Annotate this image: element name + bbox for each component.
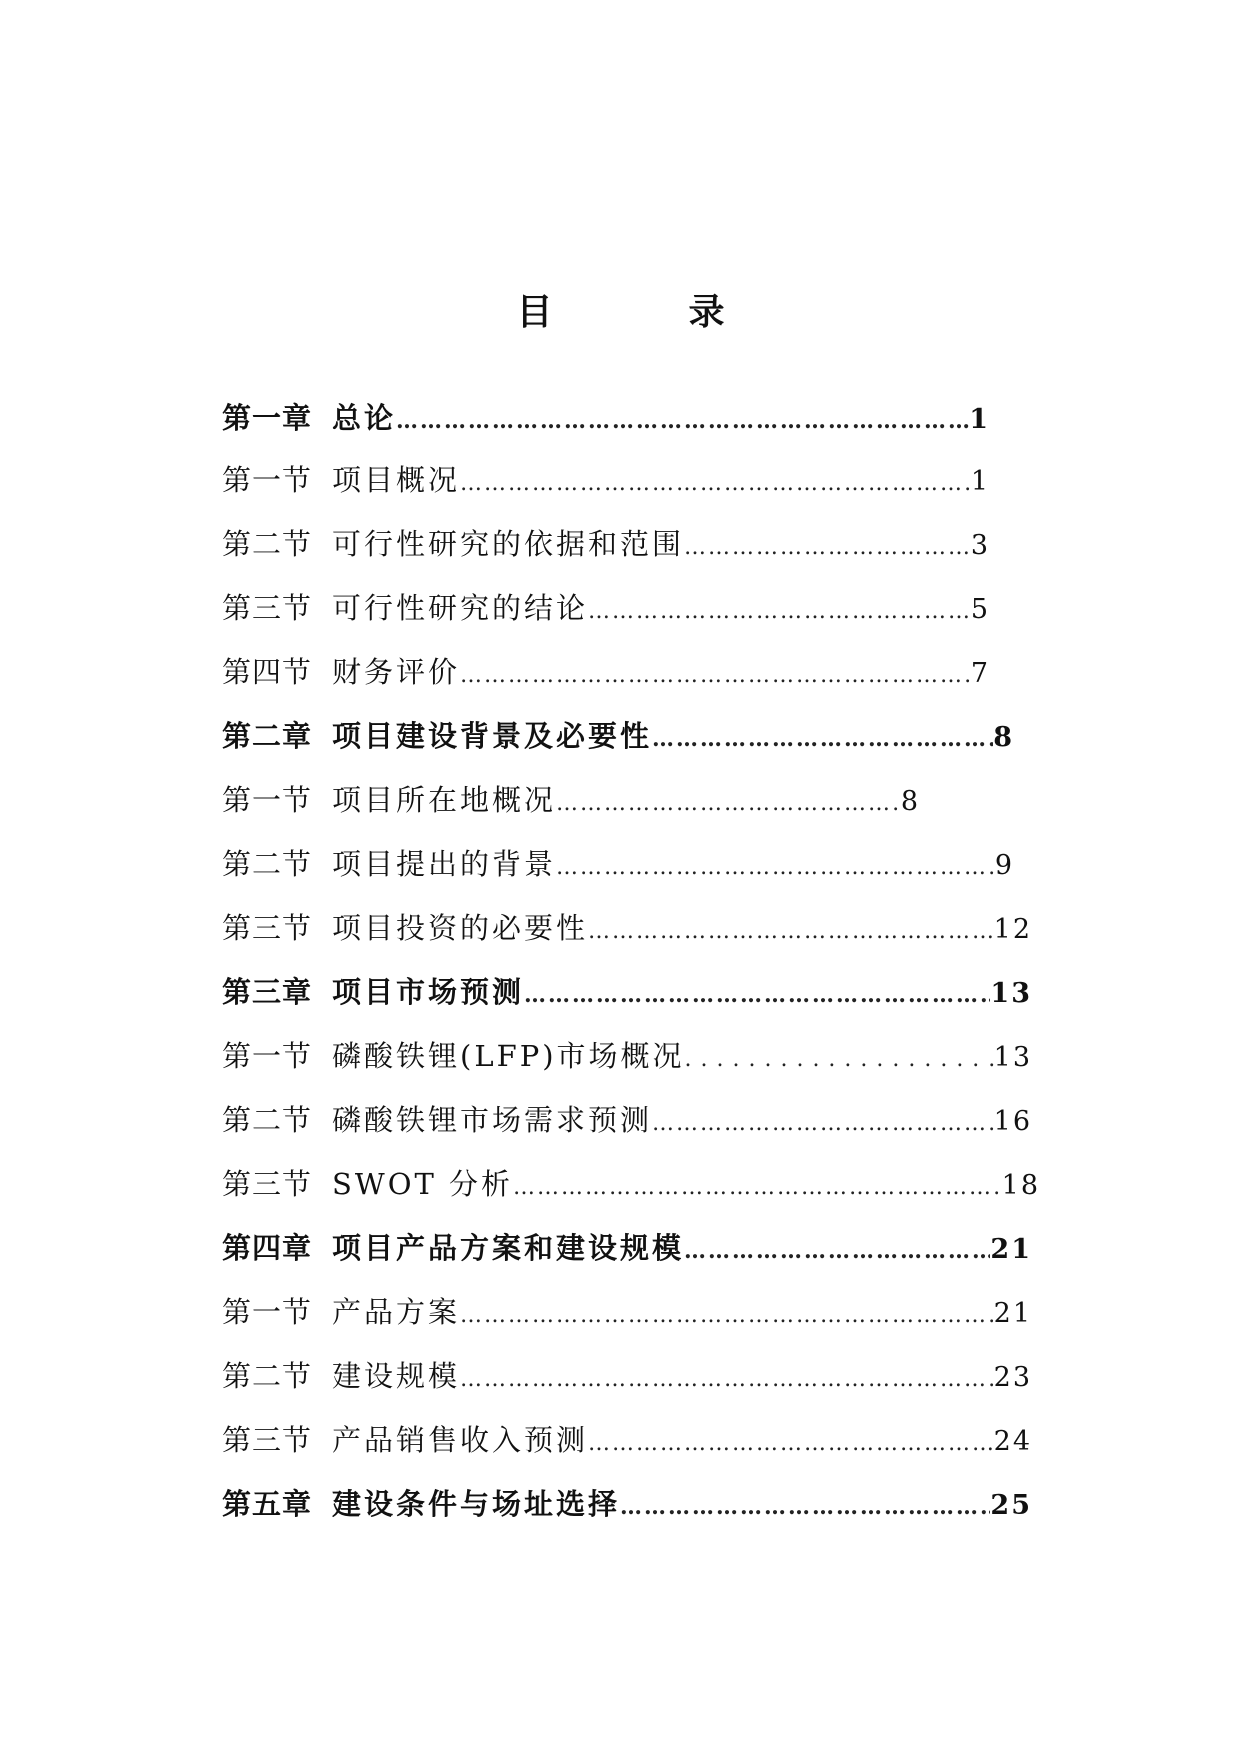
toc-leader-dots	[685, 1038, 994, 1078]
toc-entry[interactable]	[222, 650, 990, 694]
toc-entry-number: 第二节	[222, 1359, 313, 1393]
toc-entry-title: 项目提出的背景	[332, 847, 557, 881]
toc-entry[interactable]	[222, 970, 1032, 1014]
toc-entry-title: 项目所在地概况	[332, 783, 557, 817]
toc-entry-page: 16	[993, 1106, 1032, 1137]
toc-leader-dots	[460, 654, 971, 694]
toc-entry-title: 建设条件与场址选择	[332, 1487, 621, 1521]
toc-leader-dots	[588, 910, 994, 950]
toc-entry-page: 8	[900, 786, 920, 817]
toc-entry-page: 13	[990, 978, 1032, 1009]
toc-entry-number: 第二节	[222, 1103, 313, 1137]
toc-entry[interactable]	[222, 1482, 1032, 1526]
toc-entry-title: 可行性研究的依据和范围	[332, 527, 685, 561]
toc-entry-page: 12	[993, 914, 1032, 945]
toc-entry-page: 8	[993, 722, 1014, 753]
toc-entry-number: 第三章	[222, 975, 313, 1009]
toc-entry-title: 磷酸铁锂(LFP)市场概况	[332, 1039, 685, 1073]
toc-entry-title: SWOT 分析	[332, 1167, 514, 1201]
toc-leader-dots	[556, 782, 901, 822]
toc-entry-title: 产品销售收入预测	[332, 1423, 589, 1457]
toc-entry[interactable]	[222, 522, 990, 566]
toc-entry-title: 项目概况	[332, 463, 461, 497]
toc-entry[interactable]	[222, 906, 1032, 950]
toc-leader-dots	[620, 1485, 990, 1526]
toc-entry-number: 第三节	[222, 591, 313, 625]
toc-entry-page: 24	[993, 1426, 1032, 1457]
toc-leader-dots	[684, 1229, 990, 1270]
toc-entry-page: 3	[970, 530, 990, 561]
toc-leader-dots	[556, 846, 995, 886]
toc-entry-page: 5	[970, 594, 990, 625]
toc-entry-page: 9	[994, 850, 1014, 881]
toc-entry-number: 第一节	[222, 783, 313, 817]
toc-entry[interactable]	[222, 1354, 1032, 1398]
toc-entry-page: 1	[969, 404, 990, 435]
toc-entry-page: 21	[993, 1298, 1032, 1329]
toc-entry-title: 项目投资的必要性	[332, 911, 589, 945]
toc-entry-number: 第一节	[222, 463, 313, 497]
toc-entry-number: 第二章	[222, 719, 313, 753]
toc-entry-title: 总论	[332, 401, 397, 435]
toc-entry-page: 7	[970, 658, 990, 689]
toc-entry-number: 第二节	[222, 527, 313, 561]
toc-entry-number: 第一节	[222, 1295, 313, 1329]
toc-entry[interactable]	[222, 458, 990, 502]
toc-entry[interactable]	[222, 714, 1014, 758]
toc-entry-number: 第三节	[222, 1167, 313, 1201]
toc-entry-page: 18	[1001, 1170, 1040, 1201]
toc-entry-title: 建设规模	[332, 1359, 461, 1393]
toc-entry-page: 25	[990, 1490, 1032, 1521]
toc-entry-number: 第四章	[222, 1231, 313, 1265]
toc-entry-page: 13	[993, 1042, 1032, 1073]
toc-entry-number: 第五章	[222, 1487, 313, 1521]
toc-entry-number: 第一章	[222, 401, 313, 435]
page-title: 目 录	[516, 291, 775, 333]
toc-leader-dots	[588, 590, 971, 630]
toc-entry[interactable]	[222, 842, 1014, 886]
toc-entry-title: 产品方案	[332, 1295, 461, 1329]
toc-entry[interactable]	[222, 1226, 1032, 1270]
toc-entry-number: 第二节	[222, 847, 313, 881]
toc-leader-dots	[460, 1294, 994, 1334]
toc-entry[interactable]	[222, 778, 920, 822]
toc-entry-title: 项目产品方案和建设规模	[332, 1231, 685, 1265]
toc-entry[interactable]	[222, 1162, 1040, 1206]
toc-entry[interactable]	[222, 1034, 1032, 1078]
toc-entry[interactable]	[222, 1418, 1032, 1462]
toc-entry-page: 23	[993, 1362, 1032, 1393]
toc-entry[interactable]	[222, 1098, 1032, 1142]
toc-entry-number: 第一节	[222, 1039, 313, 1073]
toc-entry-title: 项目建设背景及必要性	[332, 719, 653, 753]
toc-entry-number: 第三节	[222, 1423, 313, 1457]
toc-leader-dots	[652, 1102, 994, 1142]
toc-leader-dots	[460, 462, 971, 502]
toc-entry[interactable]	[222, 586, 990, 630]
toc-entry-title: 项目市场预测	[332, 975, 525, 1009]
toc-leader-dots	[396, 399, 969, 440]
toc-entry-title: 可行性研究的结论	[332, 591, 589, 625]
toc-entry-number: 第三节	[222, 911, 313, 945]
toc-entry-page: 1	[970, 466, 990, 497]
toc-leader-dots	[460, 1358, 994, 1398]
toc-leader-dots	[513, 1166, 1002, 1206]
toc-leader-dots	[652, 717, 993, 758]
toc-entry-title: 磷酸铁锂市场需求预测	[332, 1103, 653, 1137]
toc-entry-number: 第四节	[222, 655, 313, 689]
toc-entry-title: 财务评价	[332, 655, 461, 689]
toc-entry[interactable]	[222, 1290, 1032, 1334]
toc-entry[interactable]	[222, 396, 990, 440]
toc-entry-page: 21	[990, 1234, 1032, 1265]
toc-leader-dots	[524, 973, 990, 1014]
toc-leader-dots	[684, 526, 971, 566]
toc-leader-dots	[588, 1422, 994, 1462]
